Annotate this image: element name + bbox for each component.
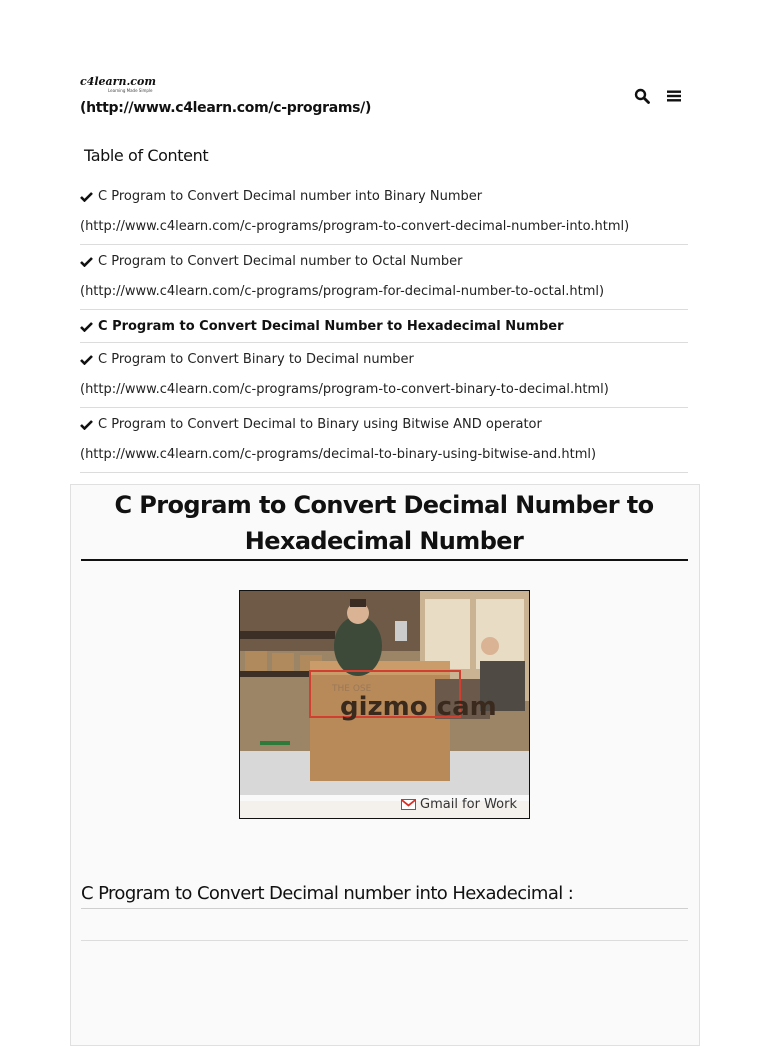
toc-item-url[interactable]: (http://www.c4learn.com/c-programs/decimal-to-binary-using-bitwise-and.html)	[80, 447, 597, 462]
site-logo[interactable]	[80, 76, 160, 96]
menu-icon[interactable]	[666, 88, 682, 104]
advertisement[interactable]	[239, 590, 530, 819]
toc-item-label[interactable]: C Program to Convert Decimal number to Octal Number	[98, 253, 463, 269]
toc-item-label[interactable]: C Program to Convert Decimal Number to Hexadecimal Number	[98, 318, 564, 334]
ad-box-small-text: THE OSE	[332, 684, 372, 694]
check-icon	[80, 354, 93, 365]
title-divider	[81, 559, 688, 561]
toc-item-label[interactable]: C Program to Convert Decimal to Binary using Bitwise AND operator	[98, 416, 542, 432]
toc-item[interactable]	[80, 180, 688, 245]
search-icon[interactable]	[634, 88, 650, 104]
check-icon	[80, 321, 93, 332]
toc-item-label[interactable]: C Program to Convert Binary to Decimal number	[98, 351, 414, 367]
gmail-icon	[401, 799, 416, 810]
logo-tagline: Learning Made Simple	[108, 88, 153, 93]
header-icons	[634, 88, 682, 104]
toc-item-url[interactable]: (http://www.c4learn.com/c-programs/program-to-convert-decimal-number-into.html)	[80, 219, 630, 234]
check-icon	[80, 256, 93, 267]
header-url-link[interactable]: (http://www.c4learn.com/c-programs/)	[80, 100, 372, 116]
toc-title: Table of Content	[84, 146, 209, 165]
article-panel	[70, 484, 700, 1046]
toc-item[interactable]	[80, 245, 688, 310]
toc-item-label[interactable]: C Program to Convert Decimal number into Binary Number	[98, 188, 483, 204]
logo-text: c4learn.com	[80, 75, 156, 88]
section-divider	[81, 908, 688, 909]
ad-image	[240, 591, 529, 801]
toc-item-url[interactable]: (http://www.c4learn.com/c-programs/program-for-decimal-number-to-octal.html)	[80, 284, 605, 299]
article-title: C Program to Convert Decimal Number to Hexadecimal Number	[114, 491, 654, 555]
ad-brand-label: Gmail for Work	[420, 797, 517, 812]
ad-brand[interactable]	[401, 797, 517, 812]
check-icon	[80, 419, 93, 430]
toc-item-url[interactable]: (http://www.c4learn.com/c-programs/program-to-convert-binary-to-decimal.html)	[80, 382, 609, 397]
site-header	[80, 76, 690, 120]
content-divider	[81, 940, 688, 941]
check-icon	[80, 191, 93, 202]
toc-item[interactable]	[80, 408, 688, 473]
toc-item-current[interactable]	[80, 310, 688, 343]
section-title: C Program to Convert Decimal number into Hexadecimal :	[81, 883, 574, 904]
ad-box-text: gizmo cam	[340, 692, 497, 722]
table-of-content	[80, 180, 688, 473]
toc-item[interactable]	[80, 343, 688, 408]
